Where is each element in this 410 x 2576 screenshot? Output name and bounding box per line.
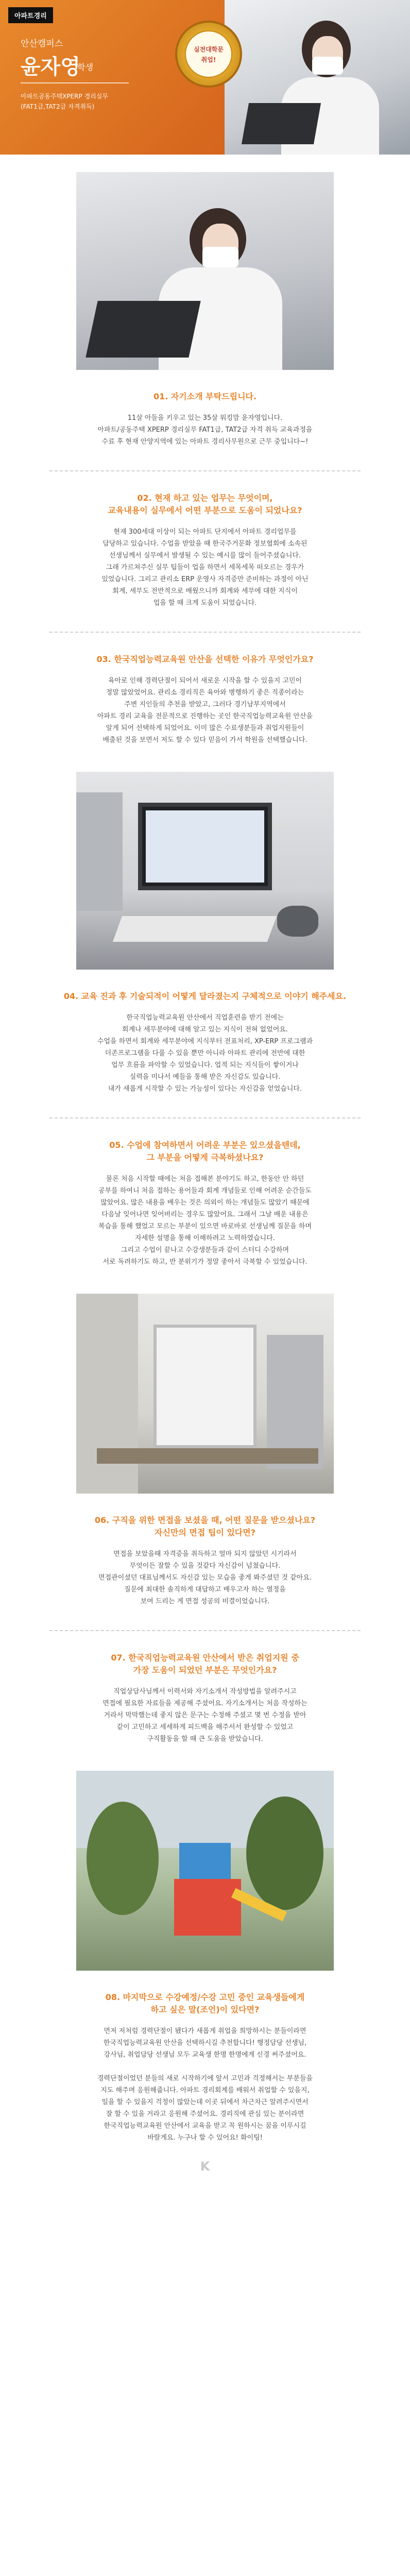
- answer-line: 질문에 최대한 솔직하게 대답하고 배우고자 하는 열정을: [124, 1586, 286, 1594]
- answer-line: 배출된 것을 보면서 저도 할 수 있다 믿음이 가서 학원을 선택했습니다.: [102, 736, 308, 744]
- course-description: 아파트공동주택XPERP 경리실무: [21, 93, 108, 100]
- question-6: 06. 구직을 위한 면접을 보셨을 때, 어떤 질문을 받으셨나요? 자신만의 면접 팁이 있다면?: [94, 1515, 316, 1537]
- answer-line: 직업상담사님께서 이력서와 자기소개서 작성방법을 알려주시고: [113, 1688, 297, 1696]
- question-1: 01. 자기소개 부탁드립니다.: [153, 392, 257, 401]
- student-name: 윤자영: [21, 55, 80, 79]
- question-3: 03. 한국직업능력교육원 안산을 선택한 이유가 무엇인가요?: [96, 654, 314, 664]
- answer-5: [49, 1173, 361, 1268]
- answer-line: 회계나 세무분야에 대해 알고 있는 지식이 전혀 없었어요.: [122, 1026, 288, 1033]
- answer-line: 면접을 보았을때 자격증을 취득하고 얼마 되지 않았던 시기라서: [113, 1550, 297, 1558]
- answer-line: 거라서 막막했는데 좋지 않은 문구는 수정해 주셨고 몇 번 수정을 받아: [104, 1711, 306, 1719]
- hero-banner: [0, 0, 410, 155]
- answer-2: [49, 526, 361, 609]
- answer-line: 잘 할 수 있을 거라고 응원해 주셨어요. 경리직에 관심 있는 분이라면: [106, 2110, 304, 2118]
- answer-6: [49, 1548, 361, 1607]
- qa-section-7: [0, 1631, 410, 1745]
- answer-line: 같이 고민하고 세세하게 피드백을 해주셔서 완성할 수 있었고: [116, 1723, 294, 1731]
- hero-photo: [225, 0, 410, 155]
- office-interior-photo: [76, 1294, 334, 1494]
- category-badge: 아파트경리: [8, 7, 53, 23]
- answer-line: 회계, 세무도 전반적으로 배웠으니까 회계와 세무에 대한 지식이: [112, 587, 298, 595]
- answer-7: [49, 1686, 361, 1745]
- answer-line: 수업을 하면서 회계와 세무분야에 지식부터 전표처리, XP-ERP 프로그램과: [97, 1038, 313, 1045]
- question-2: 02. 현재 하고 있는 업무는 무엇이며, 교육내용이 실무에서 어떤 부분으로 도움이 되었나요?: [108, 493, 302, 515]
- answer-line: 다음날 잊어나면 잊어버리는 경우도 많았어요. 그래서 그날 배운 내용은: [101, 1211, 309, 1218]
- answer-line: 더존프로그램을 다룰 수 있을 뿐만 아니라 아파트 관리에 전반에 대한: [105, 1049, 305, 1057]
- answer-line: 면접관이셨던 대표님께서도 자신감 있는 모습을 좋게 봐주셨던 것 같아요.: [98, 1574, 312, 1582]
- answer-line: 아파트 경리 교육을 전문적으로 진행하는 곳인 한국직업능력교육원 안산을: [97, 713, 313, 720]
- answer-line: 공부를 하여니 처음 접하는 용어들과 회계 개념들로 인해 어려운 순간들도: [98, 1187, 312, 1195]
- brand-logo-icon: K: [200, 2159, 210, 2174]
- answer-line: 주변 지인들의 추천을 받았고, 그러다 경기남부지역에서: [124, 701, 286, 708]
- qa-section-3: [0, 633, 410, 746]
- answer-line: 실력을 미나서 예들을 통해 받은 자신감도 있습니다.: [129, 1073, 281, 1081]
- campus-label: 안산캠퍼스: [21, 39, 63, 49]
- seal-text-top: 실전대학문: [194, 45, 224, 53]
- answer-line: 자세한 설명을 통해 이해하려고 노력하였습니다.: [135, 1234, 275, 1242]
- playground-photo: [76, 1771, 334, 1971]
- answer-1: [49, 412, 361, 448]
- qa-section-4: [0, 970, 410, 1095]
- answer-line: 업무 흐름을 파악할 수 있었습니다. 업적 되는 지식들이 쌓이거나: [111, 1061, 299, 1069]
- answer-4: [49, 1012, 361, 1095]
- answer-line: 11살 아들을 키우고 있는 35살 워킹맘 윤자영입니다.: [127, 414, 283, 422]
- office-desk-photo: [76, 772, 334, 970]
- answer-line: 복습을 통해 했었고 모르는 부분이 있으면 바로바로 선생님께 질문을 하며: [98, 1223, 312, 1230]
- answer-line: 정말 많았었어요. 관리소 경리직은 육아와 병행하기 좋은 직종이라는: [106, 689, 304, 697]
- answer-3: [49, 675, 361, 746]
- answer-line: 내가 새롭게 시작할 수 있는 가능성이 있다는 자신감을 얻었습니다.: [108, 1085, 302, 1093]
- answer-line: 무엇이든 잘할 수 있을 것같다 자신감이 넘쳤습니다.: [129, 1562, 281, 1570]
- answer-line: 그리고 수업이 끝나고 수강생분들과 같이 스터디 수강하며: [121, 1246, 289, 1254]
- answer-line: 보여 드리는 게 면접 성공의 비결이었습니다.: [140, 1598, 270, 1605]
- qa-section-5: [0, 1118, 410, 1268]
- certification-description: (FAT1급,TAT2급 자격취득): [21, 103, 95, 110]
- answer-line: 먼저 저처럼 경력단절이 됐다가 새롭게 취업을 희망하시는 분들이라면: [104, 2027, 306, 2035]
- interview-photo-1: [76, 172, 334, 370]
- answer-line: 면접에 필요한 자료들을 제공해 주셨어요. 자기소개서는 처음 작성하는: [102, 1700, 308, 1707]
- answer-line: 구직활동을 할 때 큰 도움을 받았습니다.: [147, 1735, 263, 1743]
- answer-line: 한국직업능력교육원 안산을 선택하시길 추천합니다! 행정담당 선생님,: [103, 2039, 307, 2047]
- answer-8: [49, 2025, 361, 2144]
- answer-line: 서로 독려하기도 하고, 반 분위기가 정말 좋아서 극복할 수 있었습니다.: [102, 1258, 308, 1266]
- answer-line: 있었습니다. 그리고 관리소 ERP 운영사 자격증만 준비하는 과정이 아닌: [101, 575, 309, 583]
- answer-spacer: [49, 2061, 361, 2073]
- student-role: 학생: [77, 62, 93, 72]
- answer-line: 수료 후 현재 안양지역에 있는 아파트 경리사무원으로 근무 중입니다~!: [101, 438, 309, 446]
- answer-line: 그래 가르쳐주신 실무 팁들이 업을 하면서 세목세목 떠오르는 경우가: [106, 564, 304, 571]
- question-7: 07. 한국직업능력교육원 안산에서 받은 취업지원 중 가장 도움이 되었던 부분은 무엇인가요?: [111, 1653, 299, 1675]
- qa-section-1: [0, 370, 410, 448]
- answer-line: 경력단절이었던 분들의 새로 시작하기에 앞서 고민과 걱정해서는 부분들을: [97, 2075, 313, 2082]
- answer-line: 물론 처음 시작할 때에는 처음 접해본 분야기도 하고, 한동안 안 하던: [106, 1175, 304, 1183]
- photo-person-mask: [312, 57, 343, 75]
- answer-line: 선생님께서 실무에서 발생될 수 있는 예시를 많이 들어주셨습니다.: [109, 552, 301, 560]
- question-8: 08. 마지막으로 수강예정/수강 고민 중인 교육생들에게 하고 싶은 말(조언)이 있다면?: [105, 1992, 305, 2014]
- answer-line: 강사님, 취업담당 선생님 모두 교육생 한명 한명에게 신경 써주셨어요.: [104, 2051, 306, 2059]
- answer-line: 알게 되어 선택하게 되었어요. 이미 많은 수료생분들과 취업지원들이: [106, 724, 304, 732]
- answer-line: 한국직업능력교육원 안산에서 교육을 받고 꼭 원하시는 꿈을 이루시길: [104, 2122, 306, 2130]
- answer-line: 담당하고 있습니다. 수업을 받았을 때 한국주거문화 정보협회에 소속된: [102, 540, 308, 548]
- success-seal-icon: [175, 21, 242, 88]
- seal-text-bottom: 취업!: [201, 56, 216, 63]
- answer-line: 한국직업능력교육원 안산에서 직업훈련을 받기 전에는: [126, 1014, 284, 1022]
- qa-section-6: [0, 1494, 410, 1607]
- answer-line: 현재 300세대 이상이 되는 아파트 단지에서 아파트 경리업무를: [113, 528, 297, 536]
- qa-section-2: [0, 471, 410, 609]
- qa-section-8: [0, 1971, 410, 2144]
- answer-line: 업을 할 때 크게 도움이 되었습니다.: [153, 599, 257, 607]
- answer-line: 지도 해주며 응원해줍니다. 아파트 경리회계를 배워서 취업할 수 있을지,: [100, 2087, 310, 2094]
- answer-line: 아파트/공동주택 XPERP 경리실무 FAT1급, TAT2급 자격 취득 교육과정을: [97, 426, 313, 434]
- answer-line: 일을 할 수 있을지 걱정이 많았는데 이곳 뒤에서 차근차근 알려주시면서: [101, 2098, 309, 2106]
- answer-line: 많았어요. 많은 내용을 배우는 것은 의외이 하는 개념들도 많았기 때문에: [100, 1199, 310, 1207]
- question-5: 05. 수업에 참여하면서 어려운 부분은 있으셨을텐데, 그 부분을 어떻게 극복하셨나요?: [109, 1140, 301, 1162]
- question-4: 04. 교육 진과 후 기술되적이 어떻게 달라졌는지 구체적으로 이야기 해주세요.: [63, 991, 347, 1001]
- photo-laptop: [242, 103, 321, 144]
- answer-line: 바랄게요. 누구나 할 수 있어요! 화이팅!: [147, 2134, 263, 2142]
- hero-divider: [21, 82, 129, 83]
- answer-line: 육아로 인해 경력단절이 되어서 새로운 시작을 할 수 있을지 고민이: [108, 677, 302, 685]
